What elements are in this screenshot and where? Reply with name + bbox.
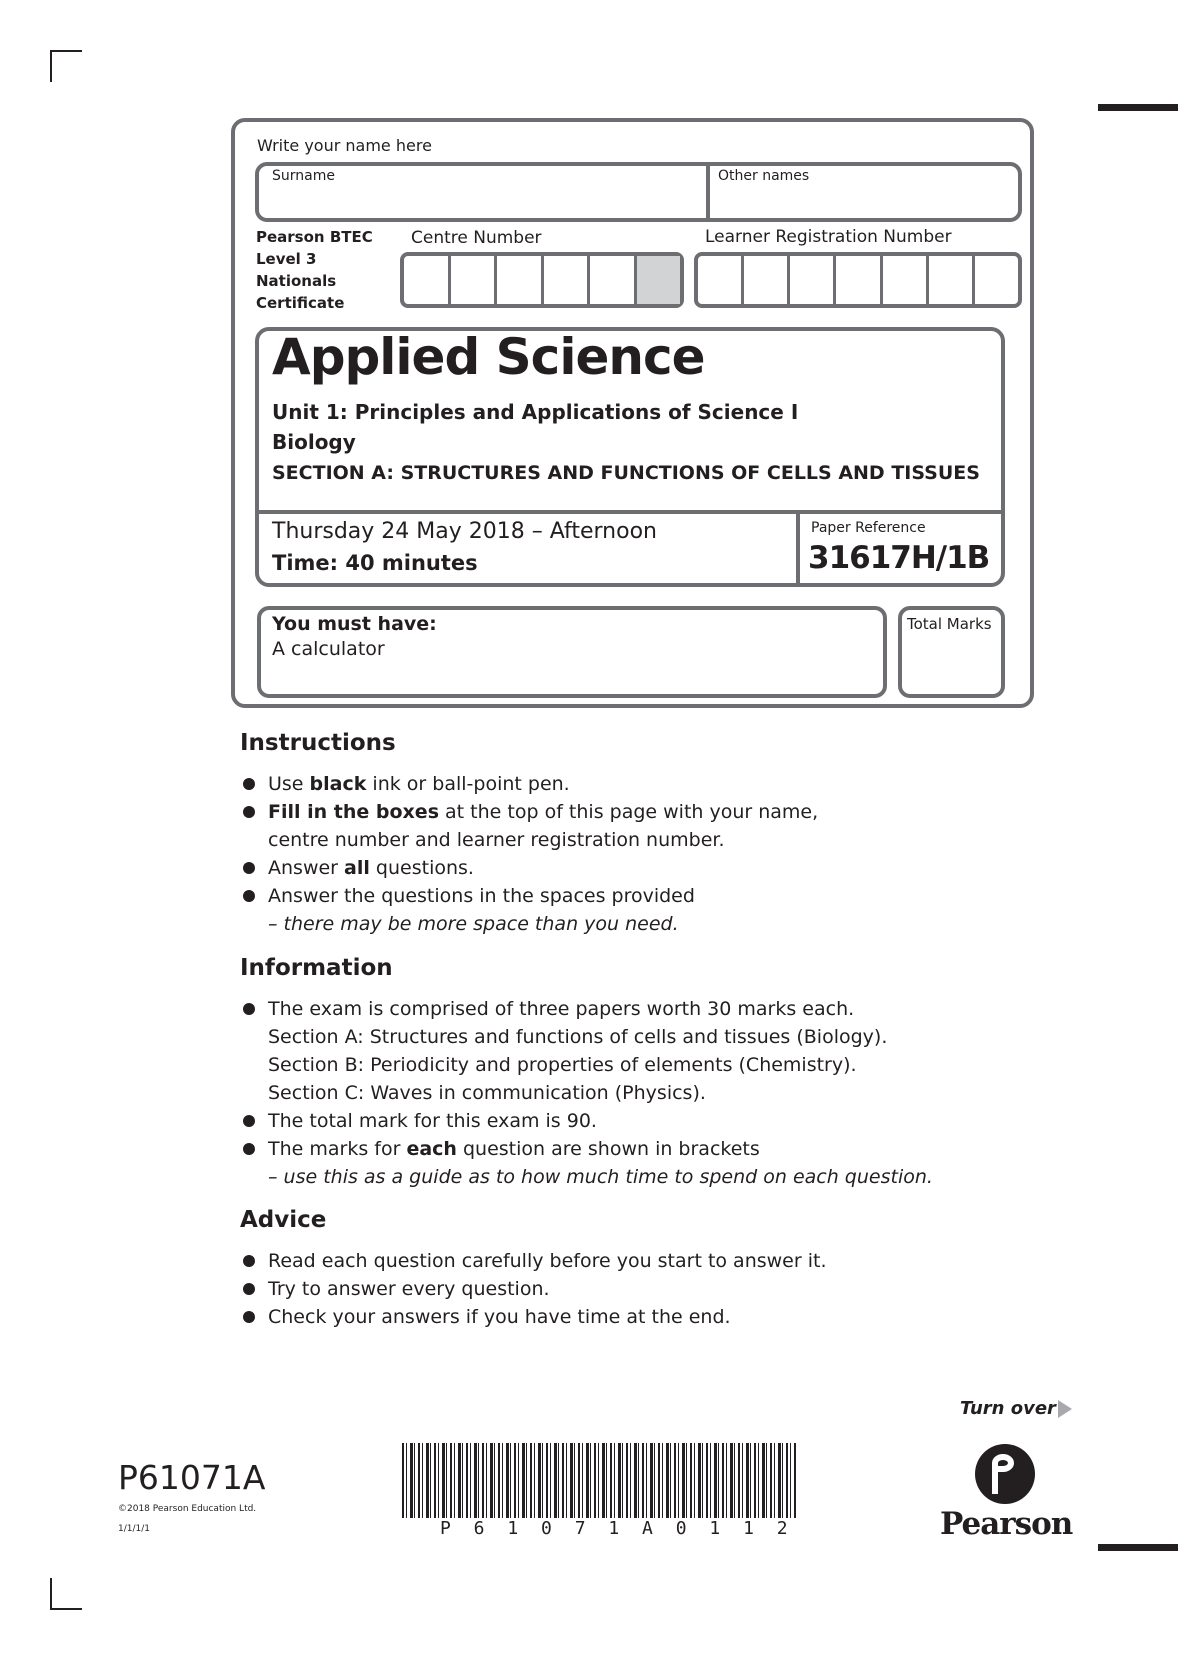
paper-code: P61071A <box>118 1458 266 1497</box>
name-box <box>255 162 1022 222</box>
ref-divider <box>796 512 800 584</box>
advice-list <box>240 1247 1060 1331</box>
barcode-text: P 6 1 0 7 1 A 0 1 1 2 <box>440 1518 794 1539</box>
barcode <box>402 1443 796 1518</box>
instructions-list: Use black ink or ball-point pen. Fill in the boxes at the top of this page with your name, centre number and learner registration number. Answer all questions. Answer the questions in the spaces provided – there may be more space than you need. <box>240 770 1060 938</box>
name-divider <box>706 162 710 222</box>
exam-date: Thursday 24 May 2018 – Afternoon <box>272 519 657 544</box>
crop-mark-bottom <box>50 1578 82 1610</box>
list-item: Check your answers if you have time at the end. <box>240 1303 1060 1331</box>
centre-number-label: Centre Number <box>411 228 542 248</box>
surname-field[interactable]: Surname <box>272 168 335 184</box>
list-item: The total mark for this exam is 90. <box>240 1107 1140 1135</box>
information-heading: Information <box>240 955 393 981</box>
paper-ref-label: Paper Reference <box>811 520 926 536</box>
instructions-heading: Instructions <box>240 730 396 756</box>
turn-over-label: Turn over <box>960 1398 1056 1419</box>
list-item: Answer the questions in the spaces provided <box>240 882 1060 910</box>
must-have-label: You must have: <box>272 613 437 635</box>
topic-title: Biology <box>272 430 356 454</box>
write-name-label: Write your name here <box>257 136 432 155</box>
qualification-label: Pearson BTEC Level 3 Nationals Certificate <box>256 228 373 312</box>
list-item: Answer all questions. <box>240 854 1060 882</box>
list-item: Use black ink or ball-point pen. <box>240 770 1060 798</box>
learner-reg-boxes[interactable] <box>694 252 1022 308</box>
print-code: 1/1/1/1 <box>118 1524 151 1534</box>
copyright: ©2018 Pearson Education Ltd. <box>118 1504 257 1514</box>
list-item: The marks for each question are shown in brackets <box>240 1135 1140 1163</box>
title-divider <box>257 510 1003 514</box>
list-item: The exam is comprised of three papers worth 30 marks each. <box>240 995 1140 1023</box>
pearson-wordmark: Pearson <box>940 1506 1073 1542</box>
pearson-logo-icon <box>975 1444 1035 1504</box>
list-item: Fill in the boxes at the top of this page with your name, <box>240 798 1060 826</box>
information-list: The exam is comprised of three papers worth 30 marks each. Section A: Structures and functions of cells and tissues (Biology). Section B: Periodicity and properties of elements (Chemistry). Section C: Waves in communication (Physics). The total mark for this exam is 90. The marks for each question are shown in brackets – use this as a guide as to how much time to spend on each question. <box>240 995 1140 1191</box>
advice-heading: Advice <box>240 1207 327 1233</box>
unit-title: Unit 1: Principles and Applications of Science I <box>272 400 799 424</box>
list-item: Read each question carefully before you start to answer it. <box>240 1247 1060 1275</box>
section-title: SECTION A: STRUCTURES AND FUNCTIONS OF CELLS AND TISSUES <box>272 462 980 484</box>
other-names-field[interactable]: Other names <box>718 168 810 184</box>
margin-bar-top <box>1098 104 1178 111</box>
margin-bar-bottom <box>1098 1544 1178 1551</box>
turn-over-arrow-icon <box>1058 1400 1072 1418</box>
centre-number-boxes[interactable] <box>400 252 684 308</box>
total-marks-label: Total Marks <box>907 615 992 633</box>
crop-mark-top <box>50 50 82 82</box>
must-have-item: A calculator <box>272 638 385 660</box>
paper-reference: 31617H/1B <box>808 540 990 576</box>
learner-reg-label: Learner Registration Number <box>705 227 952 247</box>
subject-title: Applied Science <box>272 328 705 386</box>
list-item: Try to answer every question. <box>240 1275 1060 1303</box>
exam-time: Time: 40 minutes <box>272 551 478 575</box>
